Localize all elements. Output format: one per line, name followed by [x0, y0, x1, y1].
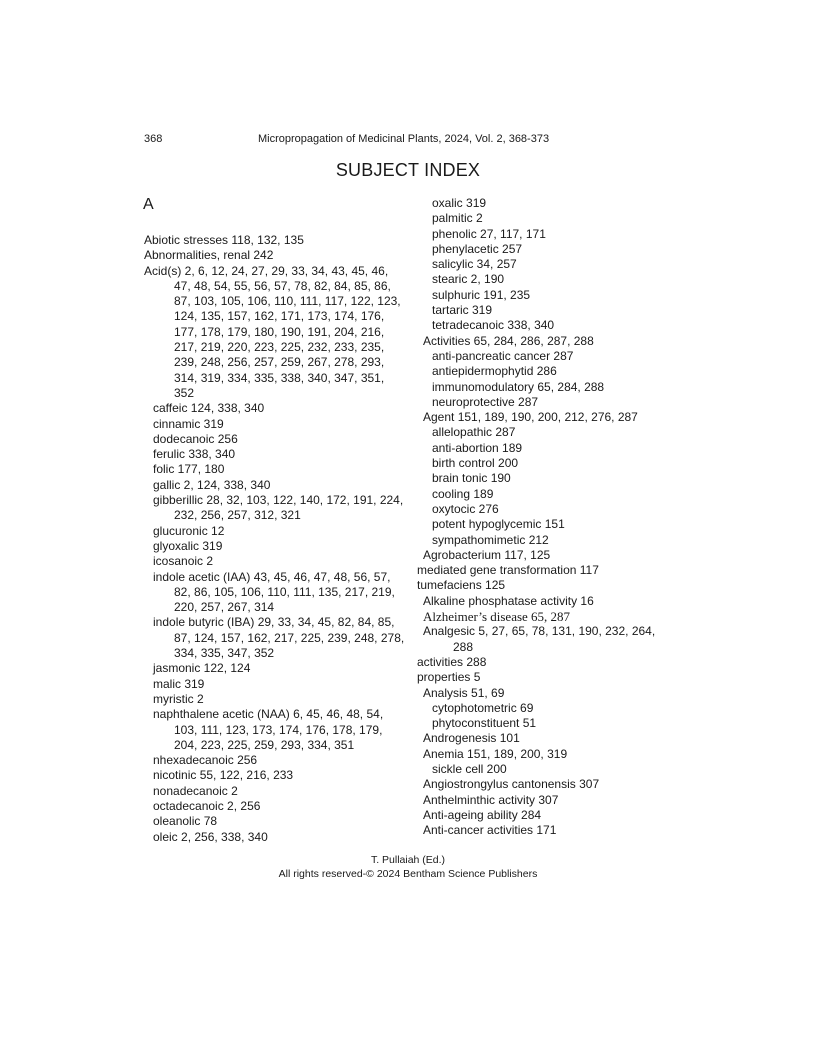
index-subentry: tartaric 319 — [432, 303, 493, 318]
index-entry: Agrobacterium 117, 125 — [423, 547, 551, 562]
index-entry: Angiostrongylus cantonensis 307 — [423, 777, 600, 792]
index-subentry: sickle cell 200 — [432, 761, 507, 776]
index-subentry: stearic 2, 190 — [432, 272, 505, 287]
index-subentry: tetradecanoic 338, 340 — [432, 318, 555, 333]
index-subentry: anti-pancreatic cancer 287 — [432, 348, 574, 363]
index-entry: Alkaline phosphatase activity 16 — [423, 593, 594, 608]
index-subentry: nicotinic 55, 122, 216, 233 — [153, 768, 294, 783]
index-subentry: nhexadecanoic 256 — [153, 753, 258, 768]
index-subentry: immunomodulatory 65, 284, 288 — [432, 379, 605, 394]
running-head: Micropropagation of Medicinal Plants, 2024, Vol. 2, 368-373 — [258, 133, 550, 145]
index-entry: Anti-cancer activities 171 — [423, 823, 557, 838]
index-subentry: mediated gene transformation 117 — [417, 563, 599, 578]
index-subentry: palmitic 2 — [432, 211, 483, 226]
index-subentry: neuroprotective 287 — [432, 394, 539, 409]
index-entry: Analgesic 5, 27, 65, 78, 131, 190, 232, 264, 288 — [423, 624, 656, 654]
index-subentry: gallic 2, 124, 338, 340 — [153, 477, 271, 492]
index-entry: Abiotic stresses 118, 132, 135 — [144, 233, 304, 247]
index-subentry: brain tonic 190 — [432, 471, 511, 486]
index-subentry: folic 177, 180 — [153, 462, 225, 477]
index-entry: Anthelminthic activity 307 — [423, 792, 559, 807]
index-subentry: activities 288 — [417, 654, 487, 669]
page-title: SUBJECT INDEX — [335, 160, 481, 180]
index-subentry: indole butyric (IBA) 29, 33, 34, 45, 82, 84, 85, 87, 124, 157, 162, 217, 225, 239, 248, 278, 334, 335, 347, 352 — [153, 615, 405, 661]
index-subentry: birth control 200 — [432, 456, 519, 471]
index-subentry: icosanoic 2 — [153, 554, 214, 569]
index-subentry: naphthalene acetic (NAA) 6, 45, 46, 48, 54, 103, 111, 123, 173, 174, 176, 178, 179, 204, 223, 225, 259, 293, 334, 351 — [153, 707, 384, 752]
index-subentry: salicylic 34, 257 — [432, 257, 517, 272]
footer-rights: All rights reserved-© 2024 Bentham Science Publishers — [278, 868, 538, 880]
index-subentry: allelopathic 287 — [432, 425, 516, 440]
index-subentry: myristic 2 — [153, 691, 204, 706]
index-subentry: jasmonic 122, 124 — [153, 661, 251, 676]
index-subentry: anti-abortion 189 — [432, 440, 523, 455]
index-subentry: oxytocic 276 — [432, 501, 499, 516]
index-subentry: glyoxalic 319 — [153, 538, 223, 553]
index-subentry: phytoconstituent 51 — [432, 716, 537, 731]
index-subentry: sulphuric 191, 235 — [432, 287, 531, 302]
index-subentry: glucuronic 12 — [153, 523, 225, 538]
index-column-right — [417, 196, 673, 838]
index-entry: Acid(s) 2, 6, 12, 24, 27, 29, 33, 34, 43, 45, 46, 47, 48, 54, 55, 56, 57, 78, 82, 84, 85, 86, 87, 103, 105, 106, 110, 111, 117, 122, 123, 124, 135, 157, 162, 171, 173, 174, 176, 177, 178, 179, 180, 190, 191, 204, 216, 217, 219, 220, 223, 225, 232, 233, 235, 239, 248, 256, 257, 259, 267, 278, 293, 314, 319, 334, 335, 338, 340, 347, 351, 352 — [144, 263, 401, 400]
index-subentry: nonadecanoic 2 — [153, 783, 238, 798]
index-subentry: phenolic 27, 117, 171 — [432, 226, 546, 241]
index-subentry: gibberillic 28, 32, 103, 122, 140, 172, 191, 224, 232, 256, 257, 312, 321 — [153, 493, 404, 523]
index-subentry: oxalic 319 — [432, 196, 487, 210]
index-entry: Activities 65, 284, 286, 287, 288 — [423, 333, 594, 348]
index-subentry: potent hypoglycemic 151 — [432, 517, 565, 532]
index-subentry: oleic 2, 256, 338, 340 — [153, 829, 268, 844]
index-entry: Analysis 51, 69 — [423, 685, 505, 700]
index-subentry: indole acetic (IAA) 43, 45, 46, 47, 48, 56, 57, 82, 86, 105, 106, 110, 111, 135, 217, 219, 220, 257, 267, 314 — [153, 569, 395, 615]
page-number: 368 — [144, 133, 163, 145]
index-subentry: oleanolic 78 — [153, 814, 218, 829]
index-subentry: antiepidermophytid 286 — [432, 364, 557, 379]
index-entry: Abnormalities, renal 242 — [144, 248, 274, 263]
section-letter: A — [143, 196, 154, 213]
index-subentry: ferulic 338, 340 — [153, 447, 236, 462]
index-subentry: cooling 189 — [432, 486, 494, 501]
index-subentry: tumefaciens 125 — [417, 578, 506, 593]
index-entry: Agent 151, 189, 190, 200, 212, 276, 287 — [423, 410, 638, 425]
index-subentry: phenylacetic 257 — [432, 241, 523, 256]
index-subentry: malic 319 — [153, 676, 205, 691]
index-entry: Anemia 151, 189, 200, 319 — [423, 746, 568, 761]
index-entry: Androgenesis 101 — [423, 731, 520, 746]
index-subentry: caffeic 124, 338, 340 — [153, 401, 265, 416]
index-column-left — [144, 233, 406, 845]
index-subentry: cytophotometric 69 — [432, 700, 534, 715]
index-subentry: cinnamic 319 — [153, 416, 224, 431]
index-subentry: properties 5 — [417, 670, 481, 685]
footer-editor: T. Pullaiah (Ed.) — [370, 854, 446, 866]
index-subentry: sympathomimetic 212 — [432, 532, 549, 547]
index-entry: Alzheimer’s disease 65, 287 — [423, 609, 571, 625]
index-entry: Anti-ageing ability 284 — [423, 807, 542, 822]
index-subentry: dodecanoic 256 — [153, 431, 238, 446]
index-subentry: octadecanoic 2, 256 — [153, 798, 261, 813]
